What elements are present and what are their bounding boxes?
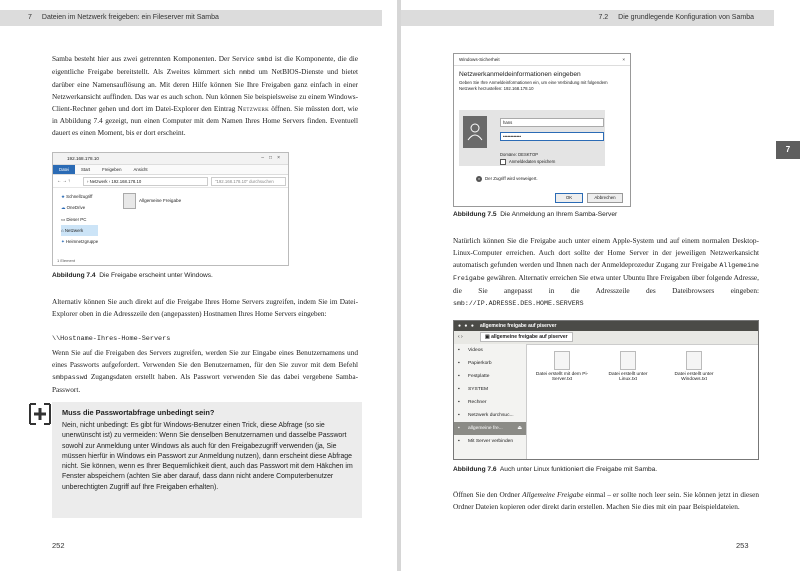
side-item-papierkorb[interactable]: ▪ Papierkorb — [454, 357, 526, 370]
side-item-festplatte[interactable]: ▪ Festplatte — [454, 370, 526, 383]
share-item[interactable]: Allgemeine Freigabe — [123, 193, 181, 209]
chapter-title: Dateien im Netzwerk freigeben: ein Fileserver mit Samba — [41, 14, 219, 21]
right-page — [401, 0, 800, 571]
side-item-allgemeine-freigabe[interactable]: ▪ allgemeine fre... ⏏ — [454, 422, 526, 435]
linux-titlebar: ● ● ● allgemeine freigabe auf piserver — [454, 321, 758, 331]
paragraph-login: Wenn Sie auf die Freigaben des Servers zugreifen, werden Sie zur Eingabe eines Benutzernamens und eines Passworts aufgefordert. Verwenden Sie den Benutzernamen, für den Sie zuvor mit dem Befehl smbpasswd Zugangsdaten erstellt haben. Als Passwort verwenden Sie das dabei vergebene Samba-Passwort. — [52, 348, 358, 394]
code-smbpasswd: smbpasswd — [52, 374, 88, 381]
remember-checkbox[interactable]: Anmeldedaten speichern — [500, 159, 555, 165]
trash-icon: ▪ — [458, 361, 460, 366]
star-icon: ★ — [61, 194, 65, 199]
figure-caption-7-6: Abbildung 7.6 Auch unter Linux funktioniert die Freigabe mit Samba. — [453, 466, 658, 473]
homegroup-icon: ✦ — [61, 239, 65, 245]
checkbox-icon[interactable] — [500, 159, 506, 165]
nav-item-heimnetzgruppe[interactable]: ✦ Heimnetzgruppe — [61, 239, 99, 245]
nav-item-netzwerk[interactable]: ⌂ Netzwerk — [61, 225, 98, 236]
domain-label: Domäne: DESKTOP — [500, 152, 539, 157]
disk-icon: ▪ — [458, 374, 460, 379]
paragraph-intro: Samba besteht hier aus zwei getrennten Komponenten. Der Service smbd ist die Komponente, die die eigentliche Freigabe bereitstellt. Als Zweites kümmert sich nmbd um NetBIOS-Dienste und bietet darüber eine Namensauflösung an. Mit deren Hilfe können Sie Ihre Freigaben ganz einfach in einer Netzwerkansicht auffinden. Das war es auch schon. Nun können Sie beispielsweise zu einem Windows-Client-Rechner gehen und dort im Datei-Explorer den Eintrag Netzwerk öffnen. Sie müssten dort, wie in Abbildung 7.4 gezeigt, nun einen Computer mit dem Namen Ihres Home Servers finden. Eventuell dauert es einen Moment, bis er dort erscheint. — [52, 54, 358, 137]
dialog-titlebar: Windows-Sicherheit × — [454, 54, 630, 66]
side-item-videos[interactable]: ▪ Videos — [454, 344, 526, 357]
tab-start[interactable]: Start — [81, 167, 91, 172]
tab-ansicht[interactable]: Ansicht — [133, 167, 148, 172]
section-title: Die grundlegende Konfiguration von Samba — [618, 14, 754, 21]
tip-plus-icon — [28, 402, 52, 426]
chapter-number: 7 — [28, 14, 32, 21]
side-item-system[interactable]: ▪ SYSTEM — [454, 383, 526, 396]
window-controls: –□× — [261, 155, 285, 161]
linux-sidebar — [454, 344, 527, 459]
window-buttons-icon[interactable]: ● ● ● — [458, 323, 475, 329]
search-field[interactable]: "192.168.178.10" durchsuchen — [211, 177, 286, 186]
address-field[interactable]: › Netzwerk › 192.168.178.10 — [83, 177, 208, 186]
computer-icon: ▪ — [458, 400, 460, 405]
connect-icon: ▪ — [458, 439, 460, 444]
nav-arrows-icon[interactable]: ← → ↑ — [57, 178, 71, 183]
network-icon: ⌂ — [61, 227, 64, 233]
share-folder-icon: ▪ — [458, 426, 460, 431]
paragraph-open-folder: Öffnen Sie den Ordner Allgemeine Freigabe einmal – er sollte noch leer sein. Sie können jetzt in diesen Ordner Dateien kopieren oder direkt darin erstellen. Machen Sie dies mit ein paar Beispieldateien. — [453, 490, 759, 511]
cancel-button[interactable]: Abbrechen — [587, 193, 623, 203]
dialog-subtext: Geben Sie Ihre Anmeldeinformationen ein, um eine Verbindung mit folgendem Netzwerk herzustellen: 192.168.178.10 — [459, 80, 608, 91]
nav-item-schnellzugriff[interactable]: ★ Schnellzugriff — [61, 194, 93, 199]
text-file-icon — [686, 351, 702, 370]
explorer-statusbar: 1 Element — [57, 258, 76, 263]
text-file-icon — [554, 351, 570, 370]
linux-toolbar — [454, 331, 758, 345]
running-header-left — [0, 10, 382, 26]
folder-icon: ▣ — [485, 334, 490, 340]
page-number-left: 252 — [52, 541, 65, 550]
side-item-netzwerk[interactable]: ▪ Netzwerk durchsuc... — [454, 409, 526, 422]
left-page — [0, 0, 397, 571]
network-icon: ▪ — [458, 413, 460, 418]
figure-caption-7-4: Abbildung 7.4 Die Freigabe erscheint unter Windows. — [52, 272, 213, 279]
explorer-addressbar — [53, 175, 288, 188]
nav-item-onedrive[interactable]: ☁ OneDrive — [61, 205, 86, 211]
smb-url: smb://IP.ADRESSE.DES.HOME.SERVERS — [453, 300, 584, 307]
file-item[interactable]: Datei erstellt mit dem Pi-Server.txt — [534, 351, 590, 382]
video-icon: ▪ — [458, 348, 460, 353]
code-smbd: smbd — [256, 56, 273, 63]
username-field[interactable]: hans — [500, 118, 604, 127]
chapter-tab: 7 — [776, 141, 800, 159]
ok-button[interactable]: OK — [555, 193, 583, 203]
side-item-rechner[interactable]: ▪ Rechner — [454, 396, 526, 409]
code-nmbd: nmbd — [239, 69, 255, 76]
folder-name: Allgemeine Freigabe — [522, 490, 584, 499]
share-icon — [123, 193, 136, 209]
running-header-right — [401, 10, 774, 26]
share-name: Allgemeine Freigabe — [453, 262, 759, 282]
credential-tile — [459, 110, 605, 166]
windows-security-dialog — [453, 53, 631, 207]
password-field[interactable]: •••••••••••• — [500, 132, 604, 141]
tab-datei[interactable]: Datei — [53, 165, 75, 174]
eject-icon[interactable]: ⏏ — [517, 426, 522, 431]
close-icon[interactable]: × — [622, 57, 625, 62]
tip-heading: Muss die Passwortabfrage unbedingt sein? — [62, 408, 215, 417]
figure-caption-7-5: Abbildung 7.5 Die Anmeldung an Ihrem Samba-Server — [453, 211, 618, 218]
computer-icon: ▭ — [61, 216, 66, 222]
explorer-screenshot — [52, 152, 289, 266]
linux-filebrowser-screenshot — [453, 320, 759, 460]
text-file-icon — [620, 351, 636, 370]
menu-netzwerk: Netzwerk — [237, 104, 270, 113]
page-number-right: 253 — [736, 541, 749, 550]
side-item-mit-server-verbinden[interactable]: ▪ Mit Server verbinden — [454, 435, 526, 448]
section-number: 7.2 — [598, 14, 609, 21]
nav-item-dieser-pc[interactable]: ▭ Dieser PC — [61, 216, 87, 222]
explorer-navpane — [61, 191, 98, 247]
user-avatar-icon — [463, 116, 487, 148]
access-denied-message: × Der Zugriff wird verweigert. — [477, 176, 538, 182]
dialog-heading: Netzwerkanmeldeinformationen eingeben — [459, 71, 581, 78]
explorer-ribbon — [53, 165, 288, 175]
paragraph-alternative: Alternativ können Sie auch direkt auf die Freigabe Ihres Home Servers zugreifen, indem Sie im Datei-Explorer oben in die Adresszeile den (angepassten) Hostnamen Ihres Home Servers eingeben: — [52, 297, 358, 318]
path-button[interactable]: ▣ allgemeine freigabe auf piserver — [480, 332, 573, 342]
tip-box — [52, 402, 362, 518]
cloud-icon: ☁ — [61, 205, 66, 211]
file-item[interactable]: Datei erstellt unter Linux.txt — [600, 351, 656, 382]
code-hostname: \\Hostname-Ihres-Home-Servers — [52, 335, 171, 343]
tip-text: Nein, nicht unbedingt: Es gibt für Windows-Benutzer einen Trick, diese Abfrage (so sie unerwünscht ist) zu vermeiden: Wenn Sie denselben Benutzernamen und dasselbe Passwort sowohl zur Anmeldung unter Windows als auch für den Freigabezugriff verwenden (ja, Sie müssen hierfür in Windows ein Passwort zur Anmeldung nutzen), dann erscheint diese Abfrage nicht. Sie können, wenn es Ihrer Bequemlichkeit dient, auch das Passwort mit dem Häkchen im Fenster abspeichern (achten Sie aber darauf, dass dann nicht andere Computerbenutzer unberechtigten Zugriff auf Ihre Freigaben erhalten). — [62, 422, 353, 491]
drive-icon: ▪ — [458, 387, 460, 392]
tab-freigeben[interactable]: Freigeben — [102, 167, 122, 172]
back-forward-icon[interactable]: ‹ › — [458, 334, 463, 340]
paragraph-apple-linux: Natürlich können Sie die Freigabe auch unter einem Apple-System und auf einem normalen Desktop-Linux-Computer erreichen. Auch dort sollte der Home Server in der jeweiligen Netzwerkansicht automatisch gefunden werden und Ihnen nach der Anmeldeprozedur Zugang zur Freigabe Allgemeine Freigabe gewähren. Alternativ erreichen Sie etwa unter Ubuntu Ihre Freigaben über folgende Adresse, die Sie angepasst in die Adresszeile des Dateibrowsers eingeben: smb://IP.ADRESSE.DES.HOME.SERVERS — [453, 236, 759, 307]
explorer-titlebar: 192.168.178.10 –□× — [53, 153, 288, 165]
error-icon: × — [477, 176, 481, 181]
file-item[interactable]: Datei erstellt unter Windows.txt — [666, 351, 722, 382]
